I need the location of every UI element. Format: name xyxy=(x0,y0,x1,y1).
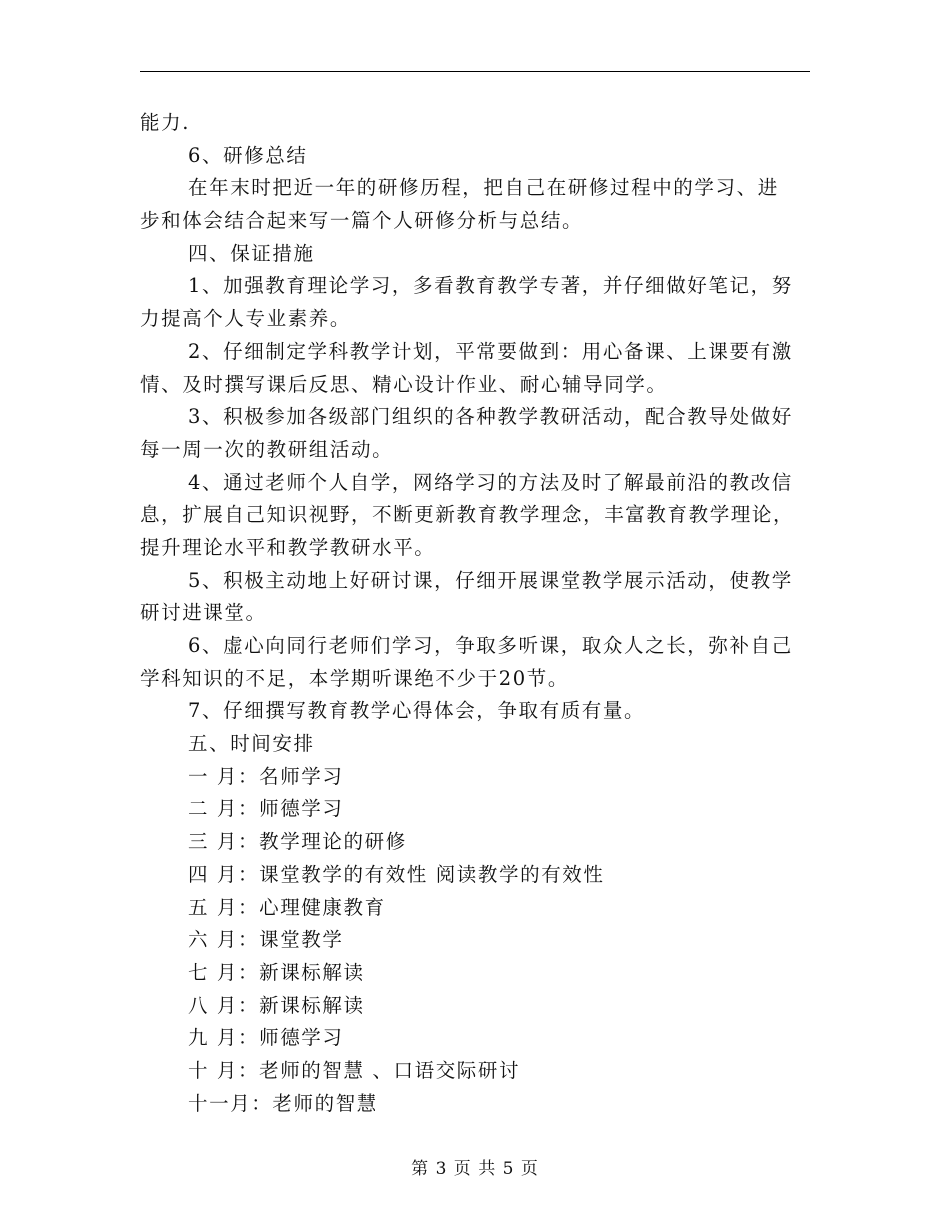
text-line: 能力. xyxy=(140,111,190,134)
text-line: 十 月：老师的智慧 、口语交际研讨 xyxy=(188,1058,521,1082)
text-line: 7、仔细撰写教育教学心得体会，争取有质有量。 xyxy=(188,699,646,723)
text-line: 三 月：教学理论的研修 xyxy=(188,830,407,854)
text-line: 五、时间安排 xyxy=(188,732,315,756)
text-line: 在年末时把近一年的研修历程，把自己在研修过程中的学习、进 xyxy=(188,176,779,200)
text-line: 研讨进课堂。 xyxy=(140,601,267,625)
text-line: 提升理论水平和教学教研水平。 xyxy=(140,535,436,559)
text-line: 4、通过老师个人自学，网络学习的方法及时了解最前沿的教改信 xyxy=(188,470,793,494)
text-line: 四、保证措施 xyxy=(188,241,315,265)
text-line: 九 月：师德学习 xyxy=(188,1026,344,1050)
text-line: 6、研修总结 xyxy=(188,143,308,167)
document-body xyxy=(140,107,810,1120)
header-rule xyxy=(140,71,810,72)
text-line: 息，扩展自己知识视野，不断更新教育教学理念，丰富教育教学理论， xyxy=(140,503,795,527)
page-footer: 第 3 页 共 5 页 xyxy=(411,1159,539,1179)
text-line: 四 月：课堂教学的有效性 阅读教学的有效性 xyxy=(188,862,605,886)
text-line: 六 月：课堂教学 xyxy=(188,928,344,952)
text-line: 十一月：老师的智慧 xyxy=(188,1091,378,1115)
text-line: 每一周一次的教研组活动。 xyxy=(140,437,394,461)
text-line: 学科知识的不足，本学期听课绝不少于20节。 xyxy=(140,666,569,690)
text-line: 情、及时撰写课后反思、精心设计作业、耐心辅导同学。 xyxy=(140,372,668,396)
text-line: 6、虚心向同行老师们学习，争取多听课，取众人之长，弥补自己 xyxy=(188,634,793,657)
text-line: 五 月：心理健康教育 xyxy=(188,895,386,919)
text-line: 步和体会结合起来写一篇个人研修分析与总结。 xyxy=(140,209,584,233)
text-line: 一 月：名师学习 xyxy=(188,764,344,788)
text-line: 5、积极主动地上好研讨课，仔细开展课堂教学展示活动，使教学 xyxy=(188,568,793,592)
text-line: 力提高个人专业素养。 xyxy=(140,307,352,331)
text-line: 3、积极参加各级部门组织的各种教学教研活动，配合教导处做好 xyxy=(188,405,793,429)
text-line: 二 月：师德学习 xyxy=(188,797,344,821)
text-line: 1、加强教育理论学习，多看教育教学专著，并仔细做好笔记，努 xyxy=(188,274,793,298)
text-line: 七 月：新课标解读 xyxy=(188,960,365,984)
text-line: 八 月：新课标解读 xyxy=(188,993,365,1017)
text-line: 2、仔细制定学科教学计划，平常要做到：用心备课、上课要有激 xyxy=(188,339,793,363)
